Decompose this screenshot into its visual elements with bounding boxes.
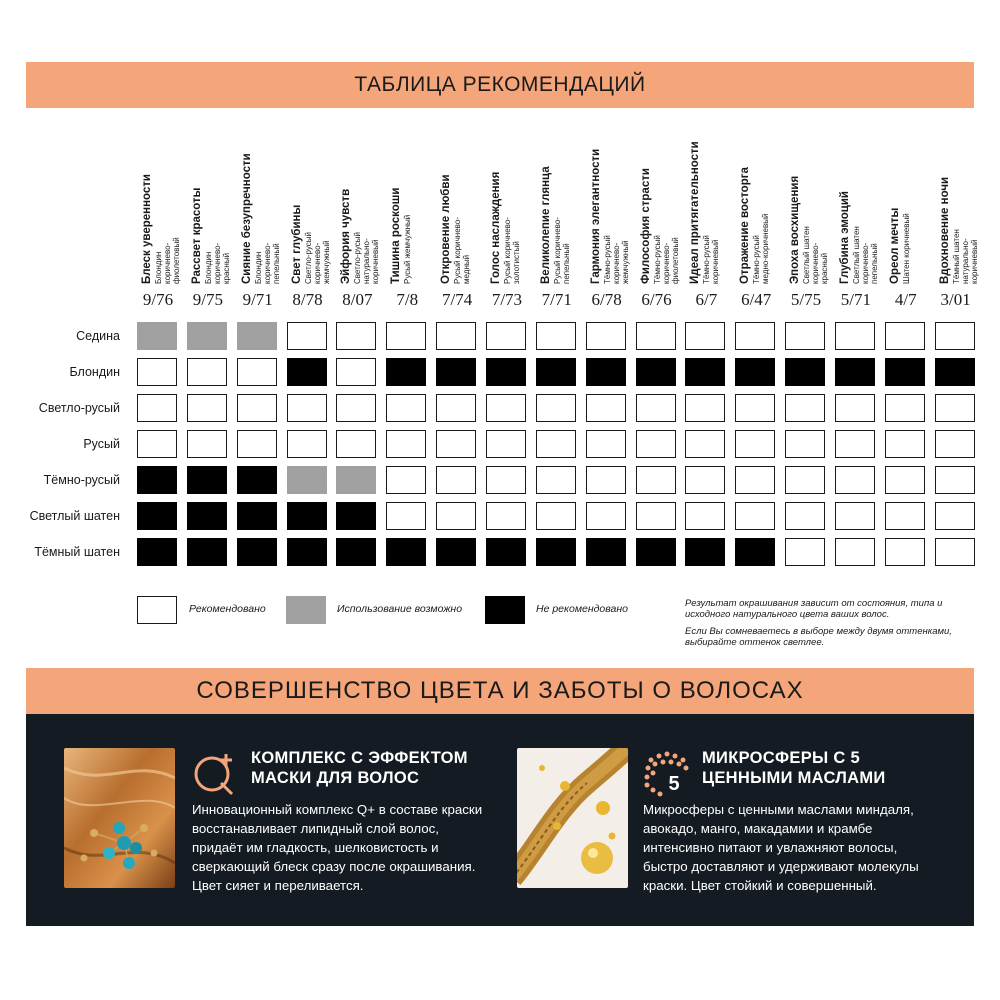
shade-code: 6/78 — [591, 290, 622, 309]
cell-not-recommended — [386, 358, 426, 386]
shade-column — [735, 130, 777, 330]
shade-code: 4/7 — [894, 290, 917, 309]
cell-recommended — [536, 394, 576, 422]
cell-recommended — [536, 502, 576, 530]
shade-name: Гармония элегантности — [589, 148, 602, 284]
shade-code: 7/71 — [541, 290, 572, 309]
cell-recommended — [785, 466, 825, 494]
shade-code: 7/8 — [396, 290, 419, 309]
cell-recommended — [336, 430, 376, 458]
cell-recommended — [336, 358, 376, 386]
cell-recommended — [586, 466, 626, 494]
cell-recommended — [486, 502, 526, 530]
hair-molecule-image — [64, 748, 175, 888]
shade-description: Светлый шатен коричнево-красный — [802, 226, 830, 284]
shade-column — [835, 130, 877, 330]
cell-not-recommended — [885, 358, 925, 386]
cell-recommended — [486, 394, 526, 422]
cell-not-recommended — [237, 466, 277, 494]
shade-code: 5/71 — [840, 290, 871, 309]
shade-name: Свет глубины — [290, 204, 303, 284]
cell-recommended — [187, 430, 227, 458]
cell-recommended — [436, 322, 476, 350]
cell-recommended — [386, 394, 426, 422]
hair-base-label: Тёмный шатен — [34, 545, 120, 559]
cell-recommended — [935, 322, 975, 350]
cell-not-recommended — [685, 358, 725, 386]
cell-recommended — [586, 502, 626, 530]
cell-recommended — [187, 394, 227, 422]
legend-recommended-label: Рекомендовано — [189, 603, 266, 615]
cell-recommended — [187, 358, 227, 386]
five-oils-icon — [643, 750, 691, 803]
cell-recommended — [636, 394, 676, 422]
cell-recommended — [636, 322, 676, 350]
cell-recommended — [237, 358, 277, 386]
legend-recommended-swatch — [137, 596, 177, 624]
cell-recommended — [486, 466, 526, 494]
cell-recommended — [685, 466, 725, 494]
cell-recommended — [685, 322, 725, 350]
shade-description: Блондин коричнево-фиолетовый — [154, 237, 181, 284]
cell-recommended — [536, 466, 576, 494]
cell-recommended — [636, 466, 676, 494]
shade-column — [685, 130, 727, 330]
cell-not-recommended — [237, 538, 277, 566]
cell-possible — [287, 466, 327, 494]
shade-column — [137, 130, 179, 330]
shade-description: Светло-русый коричнево-жемчужный — [303, 232, 331, 284]
cell-recommended — [586, 394, 626, 422]
shade-code: 3/01 — [940, 290, 971, 309]
shade-description: Тёмно-русый коричневый — [702, 235, 721, 284]
cell-recommended — [885, 430, 925, 458]
cell-recommended — [785, 538, 825, 566]
cell-recommended — [636, 502, 676, 530]
shade-name: Великолепие глянца — [539, 166, 552, 284]
shade-code: 6/76 — [641, 290, 672, 309]
shade-name: Голос наслаждения — [489, 171, 502, 284]
shade-description: Русый коричнево-пепельный — [552, 217, 571, 284]
shade-code: 6/7 — [695, 290, 718, 309]
cell-not-recommended — [237, 502, 277, 530]
cell-not-recommended — [187, 466, 227, 494]
shade-code: 9/76 — [142, 290, 174, 309]
cell-not-recommended — [187, 502, 227, 530]
cell-recommended — [935, 430, 975, 458]
cell-recommended — [935, 502, 975, 530]
feature2-title-line2: ЦЕННЫМИ МАСЛАМИ — [702, 769, 886, 787]
shade-name: Эйфория чувств — [340, 188, 353, 284]
cell-recommended — [336, 322, 376, 350]
shade-name: Идеал притягательности — [689, 141, 702, 284]
hair-base-label: Седина — [76, 329, 120, 343]
shade-code: 9/71 — [242, 290, 273, 309]
hair-base-label: Русый — [83, 437, 120, 451]
cell-not-recommended — [187, 538, 227, 566]
shade-column — [386, 130, 428, 330]
oil-microspheres-image — [517, 748, 628, 888]
cell-recommended — [785, 430, 825, 458]
cell-not-recommended — [336, 502, 376, 530]
cell-not-recommended — [287, 358, 327, 386]
hair-base-label: Тёмно-русый — [43, 473, 120, 487]
section-title: СОВЕРШЕНСТВО ЦВЕТА И ЗАБОТЫ О ВОЛОСАХ — [196, 677, 804, 704]
shade-code: 9/75 — [192, 290, 223, 309]
cell-recommended — [835, 430, 875, 458]
features-panel — [26, 714, 974, 926]
cell-recommended — [835, 538, 875, 566]
shade-code: 7/74 — [441, 290, 473, 309]
legend-not-recommended-label: Не рекомендовано — [536, 603, 628, 615]
cell-not-recommended — [636, 538, 676, 566]
shade-name: Вдохновение ночи — [938, 176, 951, 284]
cell-recommended — [237, 430, 277, 458]
shade-name: Философия страсти — [639, 168, 652, 284]
cell-not-recommended — [486, 358, 526, 386]
cell-recommended — [835, 466, 875, 494]
cell-recommended — [735, 502, 775, 530]
shade-name: Отражение восторга — [739, 167, 752, 284]
cell-not-recommended — [137, 466, 177, 494]
cell-recommended — [735, 430, 775, 458]
shade-name: Глубина эмоций — [838, 191, 851, 284]
cell-recommended — [835, 394, 875, 422]
legend-possible-label: Использование возможно — [337, 603, 463, 615]
cell-recommended — [536, 430, 576, 458]
shade-column — [586, 130, 628, 330]
cell-recommended — [486, 430, 526, 458]
cell-recommended — [835, 502, 875, 530]
shade-name: Эпоха восхищения — [789, 175, 802, 284]
cell-recommended — [287, 322, 327, 350]
feature1-text: Инновационный комплекс Q+ в составе краски восстанавливает липидный слой волос, придаёт им гладкость, шелковистость и сверкающий блеск сразу после окрашивания. Цвет сияет и переливается. — [192, 802, 483, 893]
shade-description: Тёмно-русый коричнево-фиолетовый — [652, 235, 680, 284]
cell-not-recommended — [436, 358, 476, 386]
cell-not-recommended — [636, 358, 676, 386]
shade-column — [436, 130, 478, 330]
shade-description: Блондин коричнево-пепельный — [253, 242, 281, 284]
cell-recommended — [137, 394, 177, 422]
note-result: Результат окрашивания зависит от состояния, типа и исходного натурального цвета ваших волос. — [685, 598, 943, 620]
cell-recommended — [685, 430, 725, 458]
cell-recommended — [735, 394, 775, 422]
shade-description: Русый коричнево-медный — [453, 217, 472, 284]
cell-not-recommended — [586, 538, 626, 566]
feature1-title-line1: КОМПЛЕКС С ЭФФЕКТОМ — [251, 749, 468, 767]
cell-not-recommended — [735, 358, 775, 386]
shade-code: 7/73 — [491, 290, 523, 309]
cell-recommended — [935, 538, 975, 566]
shade-code: 8/78 — [292, 290, 323, 309]
feature2-title — [702, 748, 886, 788]
cell-not-recommended — [486, 538, 526, 566]
cell-recommended — [436, 466, 476, 494]
cell-not-recommended — [685, 538, 725, 566]
cell-recommended — [287, 430, 327, 458]
shade-description: Русый коричнево-золотистый — [502, 217, 521, 284]
cell-recommended — [935, 466, 975, 494]
cell-not-recommended — [735, 538, 775, 566]
shade-code: 8/07 — [342, 290, 373, 309]
shade-column — [935, 130, 977, 330]
cell-recommended — [935, 394, 975, 422]
cell-recommended — [735, 466, 775, 494]
cell-recommended — [785, 394, 825, 422]
cell-recommended — [785, 502, 825, 530]
cell-possible — [187, 322, 227, 350]
shade-description: Светло-русый натурально-коричневый — [353, 232, 381, 284]
hair-base-label: Блондин — [69, 365, 120, 379]
hair-base-label: Светлый шатен — [29, 509, 120, 523]
cell-recommended — [486, 322, 526, 350]
shade-description: Шатен коричневый — [901, 213, 911, 284]
cell-possible — [237, 322, 277, 350]
shade-column — [636, 130, 678, 330]
shade-name: Ореол мечты — [888, 207, 901, 284]
cell-not-recommended — [436, 538, 476, 566]
cell-recommended — [685, 394, 725, 422]
hair-base-label: Светло-русый — [38, 401, 120, 415]
cell-not-recommended — [137, 502, 177, 530]
shade-column — [885, 130, 927, 330]
cell-recommended — [436, 394, 476, 422]
cell-recommended — [436, 502, 476, 530]
shade-name: Тишина роскоши — [390, 187, 403, 284]
cell-recommended — [287, 394, 327, 422]
cell-recommended — [885, 394, 925, 422]
feature2-title-line1: МИКРОСФЕРЫ С 5 — [702, 749, 860, 767]
cell-recommended — [336, 394, 376, 422]
shade-column — [486, 130, 528, 330]
cell-not-recommended — [536, 358, 576, 386]
feature2-text: Микросферы с ценными маслами миндаля, авокадо, манго, макадамии и крамбе интенсивно питают и увлажняют волосы, быстро доставляют и удерживают молекулы краски. Цвет стойкий и совершенный. — [643, 802, 919, 893]
shade-column — [287, 130, 329, 330]
legend-not-recommended-swatch — [485, 596, 525, 624]
cell-recommended — [386, 502, 426, 530]
shade-name: Рассвет красоты — [190, 187, 203, 284]
cell-recommended — [386, 430, 426, 458]
shade-name: Откровение любви — [440, 174, 453, 284]
cell-not-recommended — [935, 358, 975, 386]
shade-column — [237, 130, 279, 330]
cell-not-recommended — [287, 502, 327, 530]
shade-code: 5/75 — [790, 290, 822, 309]
shade-column — [785, 130, 830, 330]
cell-not-recommended — [835, 358, 875, 386]
note-choose-lighter: Если Вы сомневаетесь в выборе между двумя оттенками, выбирайте оттенок светлее. — [685, 626, 952, 648]
cell-recommended — [835, 322, 875, 350]
cell-recommended — [586, 322, 626, 350]
shade-column — [536, 130, 578, 330]
legend-possible-swatch — [286, 596, 326, 624]
cell-not-recommended — [536, 538, 576, 566]
cell-recommended — [885, 466, 925, 494]
feature1-title-line2: МАСКИ ДЛЯ ВОЛОС — [251, 769, 420, 787]
section-title-banner — [26, 668, 974, 714]
cell-recommended — [237, 394, 277, 422]
cell-recommended — [436, 430, 476, 458]
feature1-title — [251, 748, 468, 788]
shade-description: Тёмный шатен натурально-коричневый — [951, 229, 979, 284]
shade-description: Светлый шатен коричнево-пепельный — [851, 226, 879, 284]
cell-not-recommended — [137, 538, 177, 566]
cell-possible — [336, 466, 376, 494]
table-title: ТАБЛИЦА РЕКОМЕНДАЦИЙ — [354, 73, 646, 96]
shade-code: 6/47 — [741, 290, 772, 309]
shade-description: Блондин коричнево-красный — [203, 242, 231, 284]
cell-recommended — [685, 502, 725, 530]
shade-column — [336, 130, 381, 330]
cell-not-recommended — [336, 538, 376, 566]
shade-description: Русый жемчужный — [403, 214, 413, 284]
five-oils-icon-number: 5 — [668, 773, 680, 795]
cell-recommended — [885, 538, 925, 566]
cell-recommended — [586, 430, 626, 458]
cell-not-recommended — [287, 538, 327, 566]
table-title-banner — [26, 62, 974, 108]
cell-recommended — [885, 322, 925, 350]
cell-not-recommended — [586, 358, 626, 386]
cell-recommended — [885, 502, 925, 530]
cell-recommended — [386, 466, 426, 494]
cell-recommended — [785, 322, 825, 350]
cell-recommended — [636, 430, 676, 458]
cell-recommended — [137, 430, 177, 458]
cell-recommended — [536, 322, 576, 350]
q-plus-icon — [192, 750, 242, 805]
shade-description: Тёмно-русый коричнево-жемчужный — [602, 235, 630, 284]
cell-recommended — [386, 322, 426, 350]
shade-description: Тёмно-русый медно-коричневый — [752, 213, 771, 284]
shade-name: Сияние безупречности — [240, 153, 253, 284]
shade-name: Блеск уверенности — [141, 173, 153, 284]
cell-recommended — [137, 358, 177, 386]
cell-recommended — [735, 322, 775, 350]
cell-possible — [137, 322, 177, 350]
shade-column — [187, 130, 229, 330]
cell-not-recommended — [785, 358, 825, 386]
cell-not-recommended — [386, 538, 426, 566]
